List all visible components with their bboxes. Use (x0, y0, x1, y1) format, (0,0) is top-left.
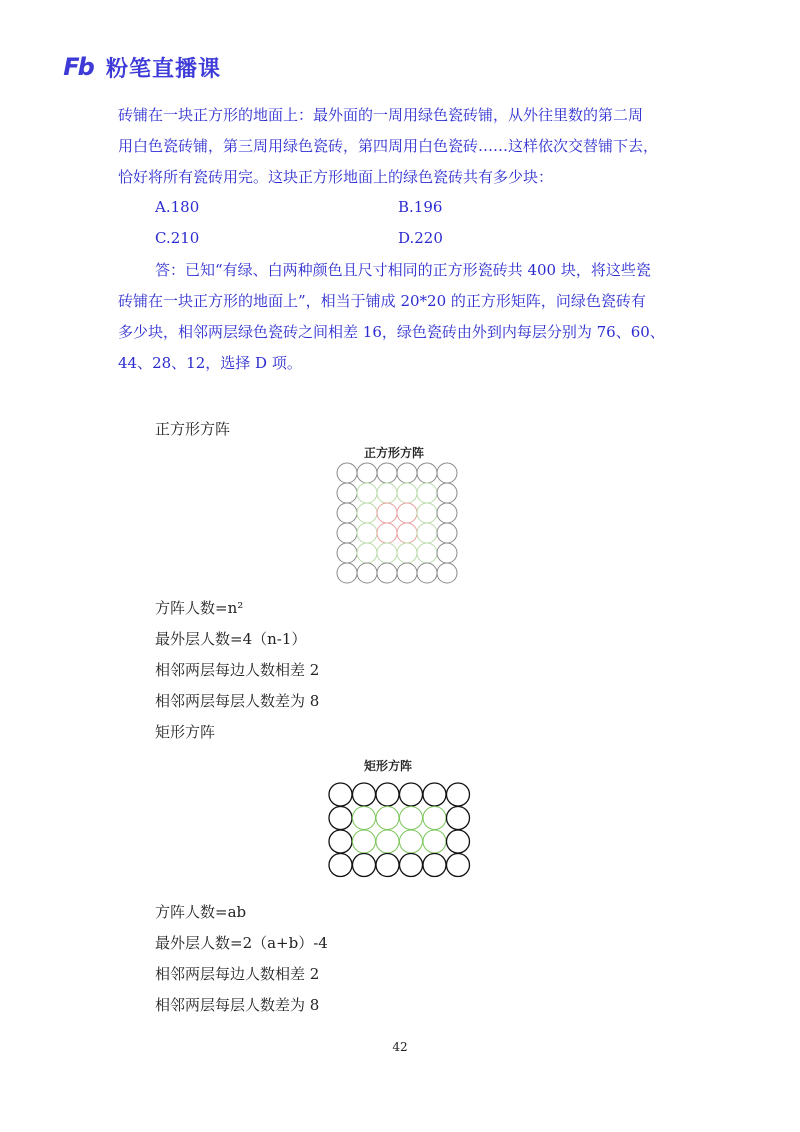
array-circle (417, 463, 437, 483)
array-circle (437, 563, 457, 583)
square-formula-side-diff: 相邻两层每边人数相差 2 (155, 661, 320, 679)
rect-heading: 矩形方阵 (155, 723, 216, 741)
array-circle (437, 503, 457, 523)
array-circle (447, 807, 470, 830)
array-circle (417, 503, 437, 523)
array-circle (417, 523, 437, 543)
array-circle (423, 830, 446, 853)
array-circle (400, 854, 423, 877)
array-circle (376, 854, 399, 877)
array-circle (437, 463, 457, 483)
array-circle (376, 807, 399, 830)
brand-name: 粉笔直播课 (106, 56, 222, 82)
array-circle (447, 854, 470, 877)
array-circle (437, 543, 457, 563)
array-circle (377, 483, 397, 503)
array-circle (337, 543, 357, 563)
answer-line: 多少块，相邻两层绿色瓷砖之间相差 16，绿色瓷砖由外到内每层分别为 76、60、 (118, 323, 665, 341)
array-circle (377, 543, 397, 563)
array-circle (377, 463, 397, 483)
array-circle (357, 463, 377, 483)
array-circle (353, 854, 376, 877)
question-line: 用白色瓷砖铺，第三周用绿色瓷砖，第四周用白色瓷砖……这样依次交替铺下去， (118, 137, 659, 155)
question-text (118, 100, 696, 193)
array-circle (329, 854, 352, 877)
array-circle (353, 830, 376, 853)
array-circle (337, 483, 357, 503)
square-heading: 正方形方阵 (155, 420, 231, 438)
rect-formula-layer-diff: 相邻两层每层人数差为 8 (155, 996, 320, 1014)
array-circle (357, 483, 377, 503)
question-line: 砖铺在一块正方形的地面上：最外面的一周用绿色瓷砖铺，从外往里数的第二周 (118, 106, 644, 124)
array-circle (329, 783, 352, 806)
option-a: A.180 (155, 198, 200, 216)
option-b: B.196 (398, 198, 443, 216)
option-d: D.220 (398, 229, 443, 247)
rect-array-figure (328, 782, 470, 878)
array-circle (357, 563, 377, 583)
array-circle (400, 807, 423, 830)
array-circle (417, 563, 437, 583)
array-circle (397, 463, 417, 483)
array-circle (329, 807, 352, 830)
array-circle (437, 523, 457, 543)
question-line: 恰好将所有瓷砖用完。这块正方形地面上的绿色瓷砖共有多少块： (118, 168, 554, 186)
array-circle (397, 523, 417, 543)
page-number: 42 (392, 1040, 408, 1054)
square-formula-layer-diff: 相邻两层每层人数差为 8 (155, 692, 320, 710)
header (58, 50, 221, 84)
rect-figure-title: 矩形方阵 (364, 759, 413, 773)
square-figure-title: 正方形方阵 (364, 446, 425, 460)
array-circle (447, 830, 470, 853)
array-circle (377, 503, 397, 523)
array-circle (423, 807, 446, 830)
array-circle (353, 807, 376, 830)
array-circle (357, 503, 377, 523)
answer-line: 砖铺在一块正方形的地面上”，相当于铺成 20*20 的正方形矩阵，问绿色瓷砖有 (118, 292, 646, 310)
array-circle (400, 830, 423, 853)
array-circle (437, 483, 457, 503)
array-circle (376, 783, 399, 806)
array-circle (337, 463, 357, 483)
answer-line: 44、28、12，选择 D 项。 (118, 354, 302, 372)
array-circle (397, 543, 417, 563)
array-circle (447, 783, 470, 806)
array-circle (417, 483, 437, 503)
array-circle (337, 563, 357, 583)
answer-text (118, 255, 696, 379)
rect-formula-side-diff: 相邻两层每边人数相差 2 (155, 965, 320, 983)
array-circle (353, 783, 376, 806)
array-circle (377, 523, 397, 543)
option-c: C.210 (155, 229, 200, 247)
array-circle (377, 563, 397, 583)
array-circle (357, 523, 377, 543)
array-circle (397, 563, 417, 583)
square-formula-count: 方阵人数=n² (155, 599, 244, 617)
fenbi-logo-icon: Fb (63, 53, 93, 81)
array-circle (397, 483, 417, 503)
answer-line: 答：已知“有绿、白两种颜色且尺寸相同的正方形瓷砖共 400 块，将这些瓷 (155, 261, 651, 279)
array-circle (376, 830, 399, 853)
rect-formula-count: 方阵人数=ab (155, 903, 247, 921)
array-circle (337, 503, 357, 523)
array-circle (417, 543, 437, 563)
array-circle (400, 783, 423, 806)
array-circle (337, 523, 357, 543)
array-circle (329, 830, 352, 853)
rect-formula-outer: 最外层人数=2（a+b）-4 (155, 934, 328, 952)
array-circle (423, 854, 446, 877)
array-circle (423, 783, 446, 806)
square-array-figure (336, 462, 458, 584)
array-circle (397, 503, 417, 523)
square-formula-outer: 最外层人数=4（n-1） (155, 630, 307, 648)
array-circle (357, 543, 377, 563)
